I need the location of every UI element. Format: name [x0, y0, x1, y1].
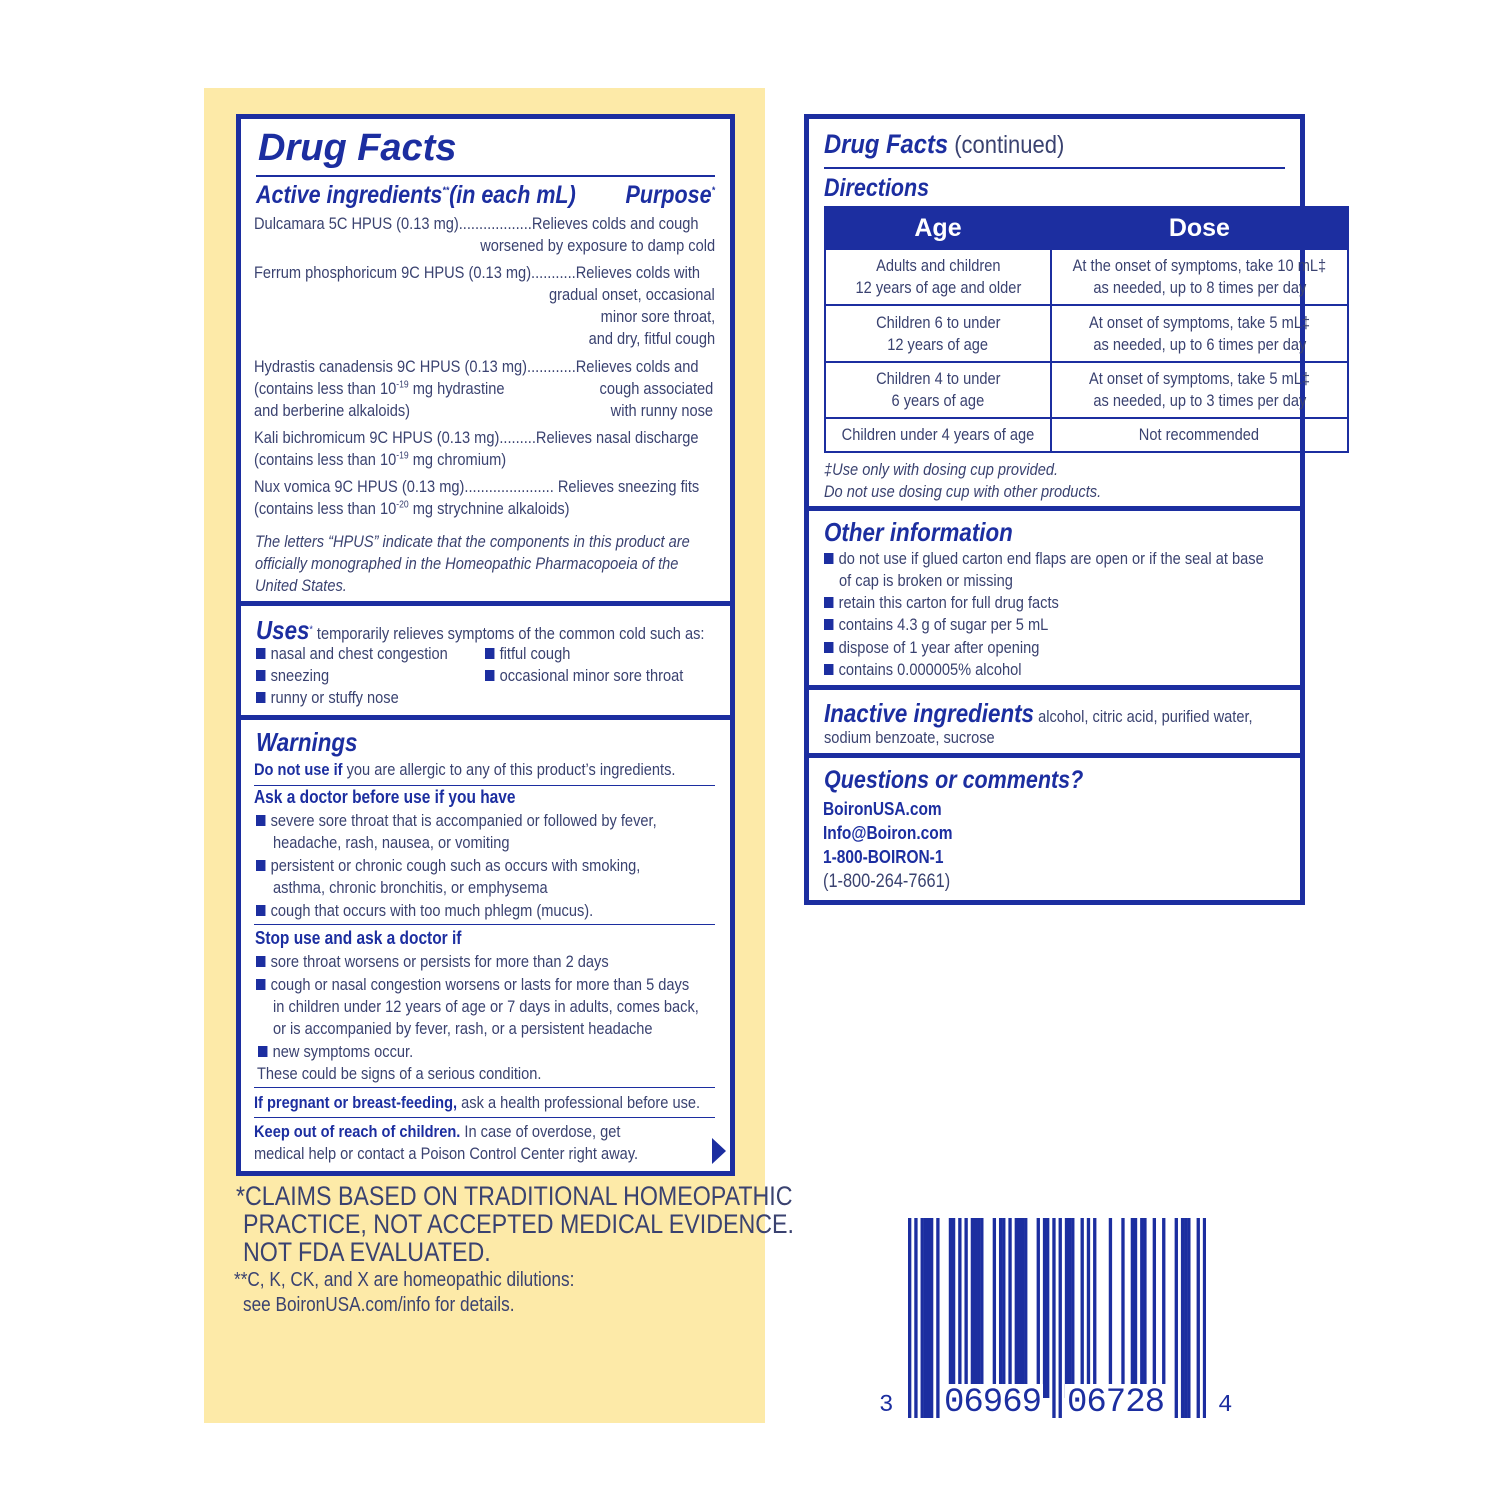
barcode-bar: [971, 1218, 974, 1398]
uses-item: runny or stuffy nose: [256, 687, 399, 709]
purpose-line: with runny nose: [610, 401, 713, 420]
section-divider: [241, 601, 730, 606]
uses-item: sneezing: [256, 665, 329, 687]
uses-heading: Uses: [256, 615, 310, 645]
claims-line: NOT FDA EVALUATED.: [243, 1237, 491, 1267]
ingredient-note: and berberine alkaloids): [254, 401, 411, 420]
ingredient-hydrastis: Hydrastis canadensis 9C HPUS (0.13 mg)............Relieves colds and: [254, 357, 699, 376]
barcode-bar: [1008, 1218, 1011, 1398]
barcode-bar: [1143, 1218, 1146, 1398]
directions-heading: Directions: [824, 174, 930, 202]
claims-line: PRACTICE, NOT ACCEPTED MEDICAL EVIDENCE.: [243, 1209, 794, 1239]
uses-item: occasional minor sore throat: [485, 665, 683, 687]
do-not-use-line: Do not use if you are allergic to any of this product’s ingredients.: [254, 760, 676, 779]
barcode-bar: [980, 1218, 983, 1398]
dilutions-note: see BoironUSA.com/info for details.: [243, 1294, 515, 1316]
purpose-line: cough associated: [599, 379, 713, 398]
barcode-bar: [993, 1218, 996, 1398]
pregnant-line: If pregnant or breast-feeding, ask a health professional before use.: [254, 1093, 701, 1112]
title-rule: [824, 167, 1285, 169]
uses-item: fitful cough: [485, 643, 570, 665]
barcode-bar: [1203, 1218, 1206, 1418]
continue-arrow-icon: [710, 1136, 728, 1166]
hpus-note: The letters “HPUS” indicate that the components in this product are: [255, 532, 690, 551]
barcode-bar: [1134, 1218, 1137, 1398]
stop-use-note: These could be signs of a serious condition.: [257, 1064, 542, 1083]
continued-title: Drug Facts (continued): [824, 129, 1065, 159]
barcode-bar: [1002, 1218, 1005, 1398]
other-info-item: contains 0.000005% alcohol: [824, 659, 1022, 681]
ingredient-note: (contains less than $10^{-19}$ mg chromium): [254, 450, 507, 469]
other-information-heading: Other information: [824, 517, 1013, 547]
hpus-note: officially monographed in the Homeopathic Pharmacopoeia of the: [255, 554, 679, 573]
barcode-digits-left: 06969: [944, 1384, 1042, 1422]
barcode-bar: [1015, 1218, 1018, 1398]
barcode-bar: [1162, 1218, 1165, 1398]
barcode-bar: [977, 1218, 980, 1398]
hpus-note: United States.: [255, 576, 347, 595]
barcode-bar: [1181, 1218, 1184, 1418]
ingredient-note: (contains less than $10^{-20}$ mg strychnine alkaloids): [254, 499, 570, 518]
barcode-bar: [1046, 1218, 1049, 1398]
active-ingredients-heading: Active ingredients**(in each mL): [256, 181, 576, 209]
stop-use-item: new symptoms occur.: [258, 1041, 413, 1063]
phone-digits: (1-800-264-7661): [823, 871, 951, 892]
barcode-bar: [1184, 1218, 1187, 1418]
warnings-heading: Warnings: [256, 727, 358, 757]
ingredient-nux-vomica: Nux vomica 9C HPUS (0.13 mg)...................... Relieves sneezing fits: [254, 477, 700, 496]
purpose-line: worsened by exposure to damp cold: [480, 236, 715, 255]
barcode-bar: [1081, 1218, 1084, 1398]
ingredient-kali: Kali bichromicum 9C HPUS (0.13 mg).........Relieves nasal discharge: [254, 428, 699, 447]
uses-line: Uses* temporarily relieves symptoms of the common cold such as:: [256, 615, 705, 645]
phone-number: 1-800-BOIRON-1: [823, 847, 944, 867]
ask-doctor-item: persistent or chronic cough such as occurs with smoking,: [256, 855, 640, 877]
dilutions-note: **C, K, CK, and X are homeopathic dilutions:: [234, 1269, 575, 1291]
stop-use-item: sore throat worsens or persists for more than 2 days: [256, 951, 609, 973]
section-divider: [809, 506, 1300, 511]
other-info-item: retain this carton for full drug facts: [824, 592, 1059, 614]
table-row: Children 6 to under 12 years of age At onset of symptoms, take 5 mL‡ as needed, up to 6 times per day: [825, 305, 1348, 362]
section-divider: [241, 715, 730, 720]
ingredient-dulcamara: Dulcamara 5C HPUS (0.13 mg)..................Relieves colds and cough: [254, 214, 699, 233]
barcode-bar: [999, 1218, 1002, 1398]
warning-rule: [254, 1087, 715, 1088]
website-link[interactable]: BoironUSA.com: [823, 799, 942, 819]
drug-facts-panel-left: [236, 114, 735, 1176]
barcode-digit: 4: [1218, 1392, 1233, 1419]
other-info-item: dispose of 1 year after opening: [824, 637, 1039, 659]
table-row: Children 4 to under 6 years of age At onset of symptoms, take 5 mL‡ as needed, up to 3 times per day: [825, 362, 1348, 418]
barcode-bar: [1043, 1218, 1046, 1398]
dosing-note: Do not use dosing cup with other products.: [824, 482, 1102, 501]
stop-use-item-cont: or is accompanied by fever, rash, or a persistent headache: [273, 1019, 653, 1038]
barcode-bar: [1140, 1218, 1143, 1398]
ask-doctor-item: severe sore throat that is accompanied or followed by fever,: [256, 810, 657, 832]
purpose-line: and dry, fitful cough: [588, 329, 715, 348]
drug-facts-title: Drug Facts: [258, 127, 457, 169]
stop-use-heading: Stop use and ask a doctor if: [255, 928, 462, 948]
table-header-dose: Dose: [1051, 207, 1348, 249]
barcode-bar: [1087, 1218, 1090, 1398]
claims-line: *CLAIMS BASED ON TRADITIONAL HOMEOPATHIC: [236, 1181, 793, 1211]
other-info-item-cont: of cap is broken or missing: [839, 571, 1013, 590]
table-row: Children under 4 years of age Not recommended: [825, 418, 1348, 452]
ingredient-ferrum: Ferrum phosphoricum 9C HPUS (0.13 mg)...........Relieves colds with: [254, 263, 701, 282]
barcode-bar: [1059, 1218, 1062, 1418]
barcode-bar: [1093, 1218, 1096, 1398]
barcode-bar: [914, 1218, 917, 1418]
drug-facts-panel-right: [804, 114, 1327, 905]
barcode-bar: [1197, 1218, 1200, 1418]
barcode-bar: [1021, 1218, 1024, 1398]
email-link[interactable]: Info@Boiron.com: [823, 823, 953, 843]
purpose-line: gradual onset, occasional: [549, 285, 715, 304]
table-row: Adults and children 12 years of age and older At the onset of symptoms, take 10 mL‡ as needed, up to 8 times per day: [825, 249, 1348, 305]
barcode-bar: [1187, 1218, 1190, 1418]
barcode-bar: [974, 1218, 977, 1398]
barcode-digit: 3: [879, 1392, 894, 1419]
barcode-bar: [1037, 1218, 1040, 1398]
barcode-bar: [1109, 1218, 1112, 1398]
ingredient-note: (contains less than $10^{-19}$ mg hydrastine: [254, 379, 505, 398]
barcode-bar: [936, 1218, 939, 1418]
inactive-ingredients-line: Inactive ingredients alcohol, citric acid, purified water,: [824, 698, 1253, 728]
ask-doctor-item-cont: asthma, chronic bronchitis, or emphysema: [273, 878, 548, 897]
warning-rule: [254, 924, 715, 925]
barcode-bar: [949, 1218, 952, 1398]
barcode-bar: [1071, 1218, 1074, 1398]
barcode-bar: [1121, 1218, 1124, 1398]
questions-heading: Questions or comments?: [824, 766, 1084, 794]
barcode-bar: [1131, 1218, 1134, 1398]
barcode-bar: [958, 1218, 961, 1398]
barcode-bar: [930, 1218, 933, 1418]
other-info-item: contains 4.3 g of sugar per 5 mL: [824, 614, 1048, 636]
other-info-item: do not use if glued carton end flaps are open or if the seal at base: [824, 548, 1264, 570]
barcode-bar: [1052, 1218, 1055, 1418]
section-divider: [809, 685, 1300, 690]
ask-doctor-item-cont: headache, rash, nausea, or vomiting: [273, 833, 510, 852]
barcode-bar: [927, 1218, 930, 1418]
inactive-ingredients-heading: Inactive ingredients: [824, 698, 1035, 728]
barcode-bar: [1068, 1218, 1071, 1398]
stop-use-item: cough or nasal congestion worsens or lasts for more than 5 days: [256, 974, 689, 996]
barcode-bar: [908, 1218, 911, 1418]
ask-doctor-heading: Ask a doctor before use if you have: [254, 787, 516, 807]
stop-use-item-cont: in children under 12 years of age or 7 days in adults, comes back,: [273, 997, 699, 1016]
barcode-bar: [1175, 1218, 1178, 1418]
barcode-bar: [1024, 1218, 1027, 1398]
inactive-ingredients-line-2: sodium benzoate, sucrose: [824, 728, 995, 747]
uses-item: nasal and chest congestion: [256, 643, 448, 665]
barcode-bar: [924, 1218, 927, 1418]
barcode-bar: [1065, 1218, 1068, 1398]
warning-rule: [254, 785, 715, 786]
title-rule: [256, 175, 715, 177]
warning-rule: [254, 1117, 715, 1118]
keep-out-line: Keep out of reach of children. In case of overdose, get: [254, 1122, 621, 1141]
keep-out-line-2: medical help or contact a Poison Control Center right away.: [254, 1144, 639, 1163]
barcode-digits-right: 06728: [1067, 1384, 1165, 1422]
purpose-line: minor sore throat,: [600, 307, 715, 326]
dosing-note: ‡Use only with dosing cup provided.: [824, 460, 1059, 479]
section-divider: [809, 753, 1300, 758]
ask-doctor-item: cough that occurs with too much phlegm (mucus).: [256, 900, 593, 922]
purpose-heading: Purpose*: [625, 181, 715, 209]
barcode-bar: [921, 1218, 924, 1418]
barcode-bar: [1153, 1218, 1156, 1398]
dosage-table: [824, 206, 1349, 453]
barcode-bar: [952, 1218, 955, 1398]
barcode-bar: [1018, 1218, 1021, 1398]
barcode-bar: [964, 1218, 967, 1398]
table-header-age: Age: [825, 207, 1051, 249]
